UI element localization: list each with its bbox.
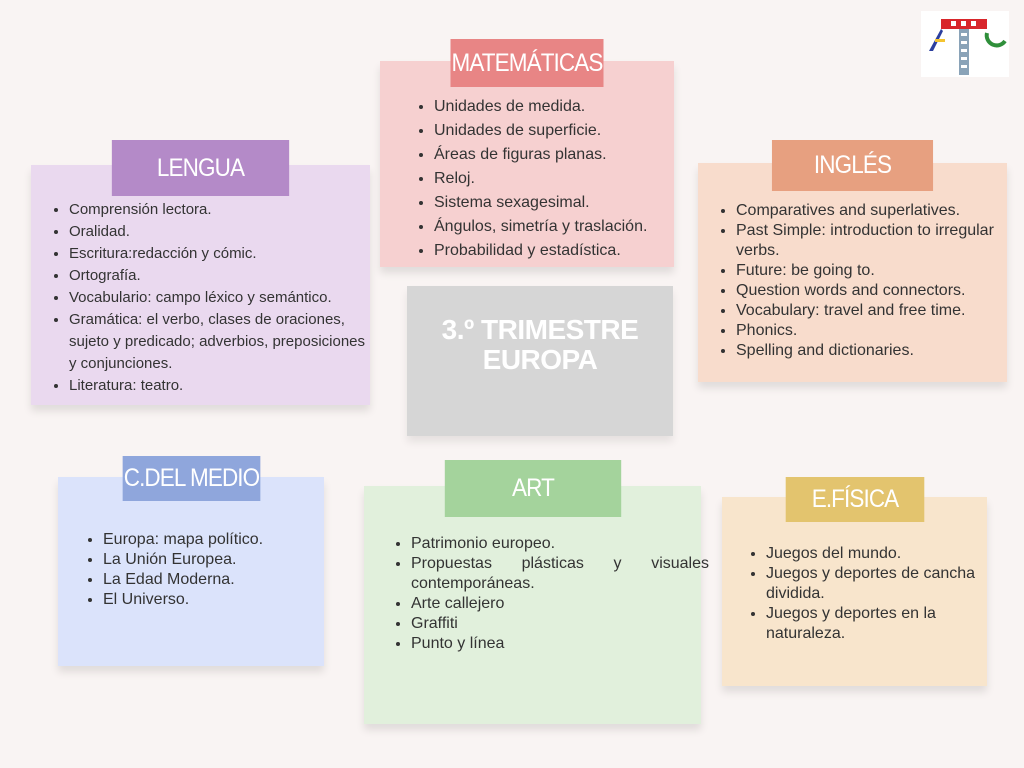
list-item: • Juegos y deportes de cancha dividida. (766, 564, 1006, 604)
list-item: • Comparatives and superlatives. (736, 201, 1011, 221)
matematicas-list (414, 95, 689, 263)
list-item: • Europa: mapa político. (103, 530, 333, 550)
list-item: • Spelling and dictionaries. (736, 341, 1011, 361)
list-item: • La Unión Europea. (103, 550, 333, 570)
list-item: • Juegos del mundo. (766, 544, 1006, 564)
list-item: • Comprensión lectora. (69, 199, 369, 221)
list-item: • Oralidad. (69, 221, 369, 243)
list-item: • Reloj. (434, 167, 689, 191)
ingles-title: INGLÉS (772, 140, 933, 191)
efisica-list (746, 544, 1006, 644)
list-item: • Question words and connectors. (736, 281, 1011, 301)
art-title: ART (445, 460, 621, 517)
term-theme: EUROPA (482, 344, 598, 375)
list-item: • Patrimonio europeo. (411, 534, 709, 554)
list-item: • Gramática: el verbo, clases de oraciones, sujeto y predicado; adverbios, preposiciones y conjunciones. (69, 309, 369, 375)
matematicas-title: MATEMÁTICAS (451, 39, 604, 87)
term-title-box (407, 286, 673, 436)
list-item: • Ortografía. (69, 265, 369, 287)
lengua-title: LENGUA (112, 140, 289, 196)
list-item: • Sistema sexagesimal. (434, 191, 689, 215)
list-item: • Punto y línea (411, 634, 709, 654)
list-item: • Literatura: teatro. (69, 375, 369, 397)
ingles-list (716, 201, 1011, 361)
list-item: • Escritura:redacción y cómic. (69, 243, 369, 265)
list-item: • Ángulos, simetría y traslación. (434, 215, 689, 239)
school-logo (921, 11, 1009, 77)
list-item: • Future: be going to. (736, 261, 1011, 281)
art-list (391, 534, 709, 654)
term-title: 3.º TRIMESTRE (441, 314, 639, 345)
list-item: • La Edad Moderna. (103, 570, 333, 590)
efisica-title: E.FÍSICA (786, 477, 925, 522)
lengua-list (49, 199, 369, 397)
list-item: • Vocabulary: travel and free time. (736, 301, 1011, 321)
list-item: • Áreas de figuras planas. (434, 143, 689, 167)
list-item: • Phonics. (736, 321, 1011, 341)
list-item: • Juegos y deportes en la naturaleza. (766, 604, 1006, 644)
list-item: • Unidades de medida. (434, 95, 689, 119)
list-item: • Arte callejero (411, 594, 709, 614)
medio-list (83, 530, 333, 610)
list-item: • Vocabulario: campo léxico y semántico. (69, 287, 369, 309)
list-item: • Past Simple: introduction to irregular verbs. (736, 221, 1011, 261)
list-item: • El Universo. (103, 590, 333, 610)
school-logo-icon (921, 11, 1009, 77)
list-item: • Graffiti (411, 614, 709, 634)
list-item: • Unidades de superficie. (434, 119, 689, 143)
list-item: • Propuestas plásticas y visuales contemporáneas. (411, 554, 709, 594)
list-item: • Probabilidad y estadística. (434, 239, 689, 263)
medio-title: C.DEL MEDIO (123, 456, 261, 501)
